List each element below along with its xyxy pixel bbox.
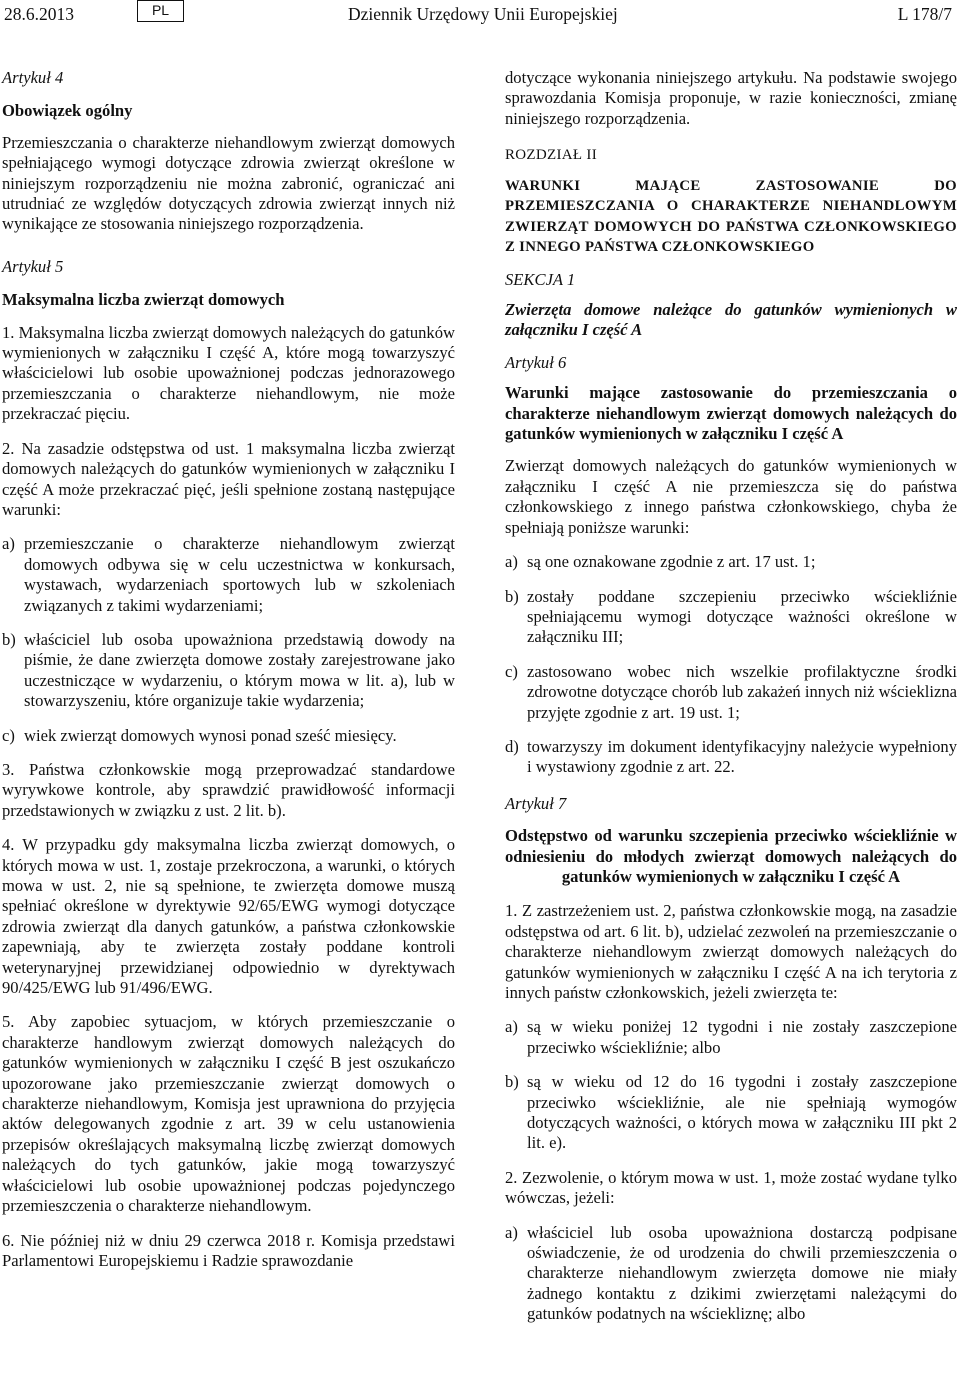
section-title: Zwierzęta domowe należące do gatunków wymienionych w załączniku I część A [505, 300, 957, 340]
article-5-para-2: 2. Na zasadzie odstępstwa od ust. 1 maksymalna liczba zwierząt domowych należących do gatunków wymienionych w załączniku I część A może przekraczać pięć, jeśli spełnione zostaną następujące warunki: [2, 438, 455, 519]
article-6-label: Artykuł 6 [505, 352, 567, 372]
page-header [0, 0, 960, 30]
list-item: b) zostały poddane szczepieniu przeciwko wściekliźnie spełniającemu wymogi dotyczące ważności określone w załączniku III; [505, 586, 957, 647]
article-4-title: Obowiązek ogólny [2, 101, 133, 121]
list-item: d) towarzyszy im dokument identyfikacyjny należycie wypełniony i wystawiony zgodnie z art. 22. [505, 736, 957, 777]
journal-title: Dziennik Urzędowy Unii Europejskiej [348, 4, 618, 24]
language-badge: PL [137, 0, 184, 22]
article-5-label: Artykuł 5 [2, 256, 64, 276]
article-4-text: Przemieszczania o charakterze niehandlowym zwierząt domowych spełniającego wymogi dotyczące zdrowia zwierząt określone w niniejszym rozporządzeniu nie można zabronić, ograniczać ani utrudniać ze względów dotyczących zdrowia zwierząt innych niż wynikające ze stosowania niniejszego rozporządzenia. [2, 132, 455, 234]
list-item: b) są w wieku od 12 do 16 tygodni i zostały zaszczepione przeciwko wściekliźnie, ale nie spełniają wymogów dotyczących ważności, o których mowa w załączniku III pkt 2 lit. e). [505, 1072, 957, 1153]
article-5-para-6: 6. Nie później niż w dniu 29 czerwca 2018 r. Komisja przedstawi Parlamentowi Europejskiemu i Radzie sprawozdanie [2, 1230, 455, 1270]
article-7-title: Odstępstwo od warunku szczepienia przeciwko wściekliźnie w odniesieniu do młodych zwierząt domowych należących do gatunków wymienionych w załączniku I część A [505, 826, 957, 886]
list-item: a) są w wieku poniżej 12 tygodni i nie zostały zaszczepione przeciwko wściekliźnie; albo [505, 1017, 957, 1057]
list-item: a) właściciel lub osoba upoważniona dostarczą podpisane oświadczenie, że od urodzenia do chwili przemieszczenia o charakterze niehandlowym zwierzęta domowe nie miały żadnego kontaktu z dzikimi zwierzętami należącymi do gatunków podatnych na wściekliznę; albo [505, 1222, 957, 1324]
article-5-title: Maksymalna liczba zwierząt domowych [2, 290, 285, 310]
article-7-para-2: 2. Zezwolenie, o którym mowa w ust. 1, może zostać wydane tylko wówczas, jeżeli: [505, 1167, 957, 1208]
article-7-para-1: 1. Z zastrzeżeniem ust. 2, państwa członkowskie mogą, na zasadzie odstępstwa od art. 6 lit. b), udzielać zezwoleń na przemieszczanie o charakterze niehandlowym zwierząt domowych należących do gatunków wymienionych w załączniku I część A na ich terytoria z innych państw członkowskich, jeżeli zwierzęta te: [505, 901, 957, 1002]
article-5-para-4: 4. W przypadku gdy maksymalna liczba zwierząt domowych, o których mowa w ust. 1, zostaje przekroczona, a warunki, o których mowa w ust. 2, nie są spełnione, te zwierzęta domowe muszą spełniać określone w dyrektywie 92/65/EWG wymogi dotyczące zdrowia zwierząt dla danych gatunków, a państwa członkowskie zapewniają, aby te zwierzęta zostały poddane kontroli weterynaryjnej przewidzianej odpowiednio w dyrektywach 90/425/EWG lub 91/496/EWG. [2, 835, 455, 998]
article-4-label: Artykuł 4 [2, 68, 64, 87]
left-column [2, 68, 455, 1271]
list-item: a) przemieszczanie o charakterze niehandlowym zwierząt domowych odbywa się w celu uczestnictwa w konkursach, wystawach, wydarzeniach sportowych lub w szkoleniach związanych z takimi wydarzeniami; [2, 534, 455, 615]
section-label: SEKCJA 1 [505, 269, 576, 289]
article-6-text: Zwierząt domowych należących do gatunków wymienionych w załączniku I część A nie przemieszcza się do państwa członkowskiego z innego państwa członkowskiego, chyba że spełniają poniższe warunki: [505, 456, 957, 537]
list-item: a) są one oznakowane zgodnie z art. 17 ust. 1; [505, 552, 816, 572]
publication-date: 28.6.2013 [4, 4, 74, 24]
list-item: b) właściciel lub osoba upoważniona przedstawią dowody na piśmie, że dane zwierzęta domowe zostały zarejestrowane jako uczestniczące w wydarzeniu, o którym mowa w lit. a), lub w stowarzyszeniu, które organizuje takie wydarzenia; [2, 629, 455, 711]
article-5-para-3: 3. Państwa członkowskie mogą przeprowadzać standardowe wyrywkowe kontrole, aby sprawdzić prawidłowość informacji przedstawionych w związku z ust. 2 lit. b). [2, 759, 455, 820]
article-5-para-5: 5. Aby zapobiec sytuacjom, w których przemieszczanie o charakterze handlowym zwierząt domowych należących do gatunków wymienionych w załączniku I część B jest oszukańczo upozorowane jako przemieszczanie zwierząt domowych o charakterze niehandlowym, Komisja jest uprawniona do przyjęcia aktów delegowanych zgodnie z art. 39 w celu ustanowienia przepisów określających maksymalną liczbę zwierząt domowych należących do tych gatunków, jakie mogą towarzyszyć właścicielowi lub osobie upoważnionej podczas pojedynczego przemieszczenia o charakterze niehandlowym. [2, 1012, 455, 1216]
continuation-text: dotyczące wykonania niniejszego artykułu. Na podstawie swojego sprawozdania Komisja proponuje, w razie konieczności, zmianę niniejszego rozporządzenia. [505, 68, 957, 128]
page-number: L 178/7 [897, 4, 952, 24]
article-6-title: Warunki mające zastosowanie do przemieszczania o charakterze niehandlowym zwierząt domowych należących do gatunków wymienionych w załączniku I część A [505, 383, 957, 444]
chapter-title: WARUNKI MAJĄCE ZASTOSOWANIE DO PRZEMIESZCZANIA O CHARAKTERZE NIEHANDLOWYM ZWIERZĄT DOMOWYCH DO PAŃSTWA CZŁONKOWSKIEGO Z INNEGO PAŃSTWA CZŁONKOWSKIEGO [505, 177, 957, 256]
article-5-para-1: 1. Maksymalna liczba zwierząt domowych należących do gatunków wymienionych w załączniku I część A, które mogą towarzyszyć właścicielowi lub osobie upoważnionej podczas jednorazowego przemieszczania o charakterze niehandlowym, nie może przekraczać pięciu. [2, 322, 455, 424]
chapter-label: ROZDZIAŁ II [505, 147, 598, 164]
list-item: c) wiek zwierząt domowych wynosi ponad sześć miesięcy. [2, 725, 397, 745]
right-column [505, 68, 957, 1325]
list-item: c) zastosowano wobec nich wszelkie profilaktyczne środki zdrowotne dotyczące chorób lub zakażeń innych niż wścieklizna przyjęte zgodnie z art. 19 ust. 1; [505, 661, 957, 722]
article-7-label: Artykuł 7 [505, 793, 567, 813]
